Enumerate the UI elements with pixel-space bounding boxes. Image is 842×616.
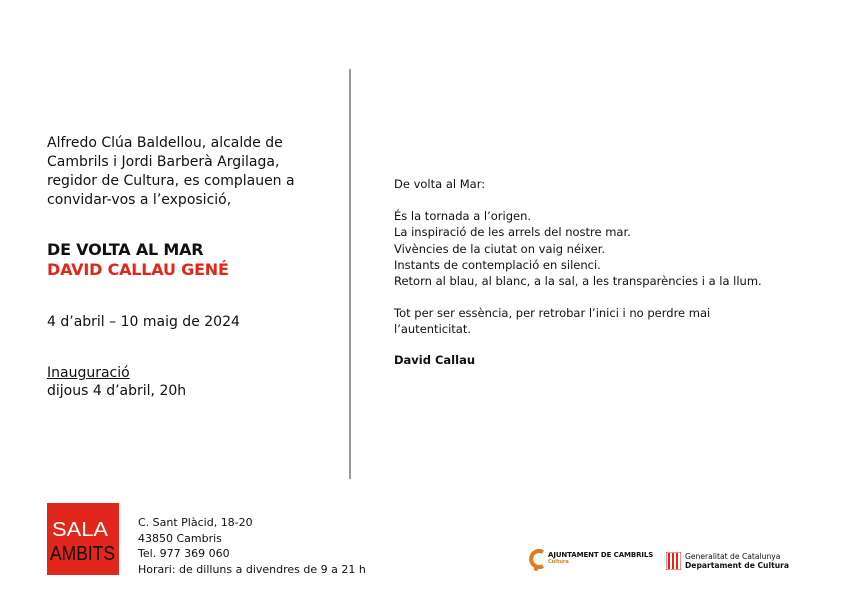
generalitat-line-2: Departament de Cultura bbox=[685, 561, 789, 570]
exhibition-dates: 4 d’abril – 10 maig de 2024 bbox=[47, 314, 240, 330]
intro-line: Cambrils i Jordi Barberà Argilaga, bbox=[47, 154, 280, 170]
poem-signature: David Callau bbox=[394, 352, 476, 367]
address-postal: 43850 Cambris bbox=[138, 531, 222, 545]
poem-line: Vivències de la ciutat on vaig néixer. bbox=[394, 241, 606, 256]
invitation-intro bbox=[47, 134, 337, 210]
poem-text bbox=[394, 176, 814, 368]
poem-line: Retorn al blau, al blanc, a la sal, a les transparències i a la llum. bbox=[394, 274, 762, 289]
exhibition-title: DE VOLTA AL MAR bbox=[47, 240, 204, 259]
inauguration-label: Inauguració bbox=[47, 365, 130, 381]
poem-line: És la tornada a l’origen. bbox=[394, 209, 532, 224]
intro-line: regidor de Cultura, es complauen a bbox=[47, 173, 295, 189]
ajuntament-name: AJUNTAMENT DE CAMBRILS bbox=[548, 551, 654, 559]
address-street: C. Sant Plàcid, 18-20 bbox=[138, 516, 253, 529]
generalitat-flag-icon bbox=[666, 552, 681, 570]
intro-line: convidar-vos a l’exposició, bbox=[47, 192, 232, 208]
vertical-divider bbox=[349, 69, 351, 479]
sala-ambits-logo bbox=[47, 503, 119, 575]
poem-line: l’autenticitat. bbox=[394, 322, 472, 337]
poem-line: La inspiració de les arrels del nostre mar. bbox=[394, 225, 631, 240]
poem-heading: De volta al Mar: bbox=[394, 177, 486, 191]
address-hours: Horari: de dilluns a divendres de 9 a 21 h bbox=[138, 562, 366, 576]
exhibition-artist: DAVID CALLAU GENÉ bbox=[47, 260, 229, 279]
inauguration-date: dijous 4 d’abril, 20h bbox=[47, 383, 187, 399]
ajuntament-sub: Cultura bbox=[548, 559, 569, 565]
poem-line: Instants de contemplació en silenci. bbox=[394, 257, 601, 272]
intro-line: Alfredo Clúa Baldellou, alcalde de bbox=[47, 135, 283, 151]
venue-address bbox=[138, 515, 366, 577]
address-phone: Tel. 977 369 060 bbox=[138, 547, 230, 561]
ajuntament-logo-icon bbox=[528, 548, 546, 572]
logo-line-2: AMBITS bbox=[50, 543, 115, 565]
generalitat-line-1: Generalitat de Catalunya bbox=[685, 552, 781, 561]
logo-line-1: SALA bbox=[52, 519, 109, 541]
poem-line: Tot per ser essència, per retrobar l’inici i no perdre mai bbox=[394, 306, 711, 321]
generalitat-label bbox=[685, 552, 789, 570]
